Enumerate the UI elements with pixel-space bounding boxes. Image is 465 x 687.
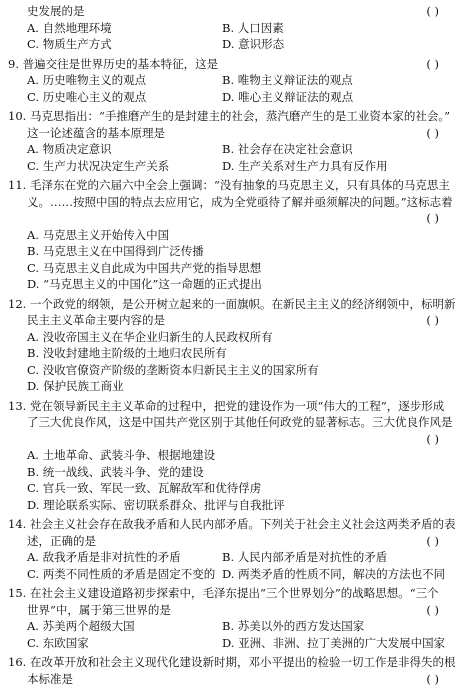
question-10-stem: 10. 马克思指出：“手推磨产生的是封建主的社会，蒸汽磨产生的是工业资本家的社会。” [8, 108, 457, 125]
question-11-option-d[interactable]: D. “马克思主义的中国化”这一命题的正式提出 [8, 276, 457, 293]
option-c[interactable]: C. 东欧国家 [27, 635, 222, 652]
question-11-paren-line [8, 210, 457, 227]
question-9-options [8, 72, 457, 105]
answer-paren[interactable]: ( ) [426, 671, 439, 687]
option-a[interactable]: A. 苏美两个超级大国 [27, 618, 222, 635]
question-13-option-b[interactable]: B. 统一战线、武装斗争、党的建设 [8, 464, 457, 481]
option-b[interactable]: B. 苏美以外的西方发达国家 [222, 618, 457, 635]
option-c[interactable]: C. 历史唯心主义的观点 [27, 89, 222, 106]
question-11-stem: 11. 毛泽东在党的六届六中全会上强调：“没有抽象的马克思主义，只有具体的马克思主 [8, 177, 457, 194]
option-d[interactable]: D. 两类矛盾的性质不同，解决的方法也不同 [222, 566, 457, 583]
question-12-stem: 12. 一个政党的纲领，是公开树立起来的一面旗帜。在新民主主义的经济纲领中，标明新 [8, 296, 457, 313]
answer-paren[interactable]: ( ) [426, 602, 439, 619]
answer-paren[interactable]: ( ) [426, 3, 439, 20]
question-11-option-c[interactable]: C. 马克思主义自此成为中国共产党的指导思想 [8, 260, 457, 277]
answer-paren[interactable]: ( ) [426, 431, 439, 448]
question-14-stem-cont: 述，正确的是 ( ) [8, 533, 457, 550]
question-12-option-b[interactable]: B. 没收封建地主阶级的土地归农民所有 [8, 345, 457, 362]
option-b[interactable]: B. 人民内部矛盾是对抗性的矛盾 [222, 549, 457, 566]
question-9-stem: 9. 普遍交往是世界历史的基本特征，这是 ( ) [8, 56, 457, 73]
answer-paren[interactable]: ( ) [426, 533, 439, 550]
question-10-options [8, 141, 457, 174]
answer-paren[interactable]: ( ) [426, 56, 439, 73]
question-8-stem-tail: 史发展的是 ( ) [8, 3, 457, 20]
question-14-options [8, 549, 457, 582]
option-c[interactable]: C. 生产力状况决定生产关系 [27, 158, 222, 175]
question-11-stem-cont: 义。……按照中国的特点去应用它，成为全党亟待了解并亟须解决的问题。”这标志着 [8, 194, 457, 211]
option-b[interactable]: B. 唯物主义辩证法的观点 [222, 72, 457, 89]
question-11-option-b[interactable]: B. 马克思主义在中国得到广泛传播 [8, 243, 457, 260]
option-b[interactable]: B. 人口因素 [222, 20, 457, 37]
option-b[interactable]: B. 社会存在决定社会意识 [222, 141, 457, 158]
question-15-stem-cont: 世界”中，属于第三世界的是 ( ) [8, 602, 457, 619]
option-c[interactable]: C. 两类不同性质的矛盾是固定不变的 [27, 566, 222, 583]
answer-paren[interactable]: ( ) [426, 312, 439, 329]
question-16-stem: 16. 在改革开放和社会主义现代化建设新时期，邓小平提出的检验一切工作是非得失的根 [8, 654, 457, 671]
option-a[interactable]: A. 敌我矛盾是非对抗性的矛盾 [27, 549, 222, 566]
question-12-option-a[interactable]: A. 没收帝国主义在华企业归新生的人民政权所有 [8, 329, 457, 346]
question-15-options [8, 618, 457, 651]
question-13-option-a[interactable]: A. 土地革命、武装斗争、根据地建设 [8, 447, 457, 464]
option-c[interactable]: C. 物质生产方式 [27, 36, 222, 53]
question-11-option-a[interactable]: A. 马克思主义开始传入中国 [8, 227, 457, 244]
option-a[interactable]: A. 物质决定意识 [27, 141, 222, 158]
question-12-stem-cont: 民主主义革命主要内容的是 ( ) [8, 312, 457, 329]
answer-paren[interactable]: ( ) [426, 210, 439, 227]
question-13-option-d[interactable]: D. 理论联系实际、密切联系群众、批评与自我批评 [8, 497, 457, 514]
question-13-option-c[interactable]: C. 官兵一致、军民一致、瓦解敌军和优待俘虏 [8, 480, 457, 497]
option-d[interactable]: D. 亚洲、非洲、拉丁美洲的广大发展中国家 [222, 635, 457, 652]
question-15-stem: 15. 在社会主义建设道路初步探索中，毛泽东提出“三个世界划分”的战略思想。“三个 [8, 585, 457, 602]
question-8-options [8, 20, 457, 53]
question-13-stem: 13. 党在领导新民主主义革命的过程中，把党的建设作为一项“伟大的工程”，逐步形成 [8, 398, 457, 415]
question-12-option-d[interactable]: D. 保护民族工商业 [8, 378, 457, 395]
option-d[interactable]: D. 意识形态 [222, 36, 457, 53]
question-13-stem-cont: 了三大优良作风，这是中国共产党区别于其他任何政党的显著标志。三大优良作风是 [8, 414, 457, 431]
option-d[interactable]: D. 生产关系对生产力具有反作用 [222, 158, 457, 175]
option-a[interactable]: A. 自然地理环境 [27, 20, 222, 37]
option-a[interactable]: A. 历史唯物主义的观点 [27, 72, 222, 89]
question-10-stem-cont: 这一论述蕴含的基本原理是 ( ) [8, 125, 457, 142]
option-d[interactable]: D. 唯心主义辩证法的观点 [222, 89, 457, 106]
question-14-stem: 14. 社会主义社会存在敌我矛盾和人民内部矛盾。下列关于社会主义社会这两类矛盾的表 [8, 516, 457, 533]
answer-paren[interactable]: ( ) [426, 125, 439, 142]
question-12-option-c[interactable]: C. 没收官僚资产阶级的垄断资本归新民主主义的国家所有 [8, 362, 457, 379]
question-16-stem-cont: 本标准是 ( ) [8, 671, 457, 687]
question-13-paren-line [8, 431, 457, 448]
